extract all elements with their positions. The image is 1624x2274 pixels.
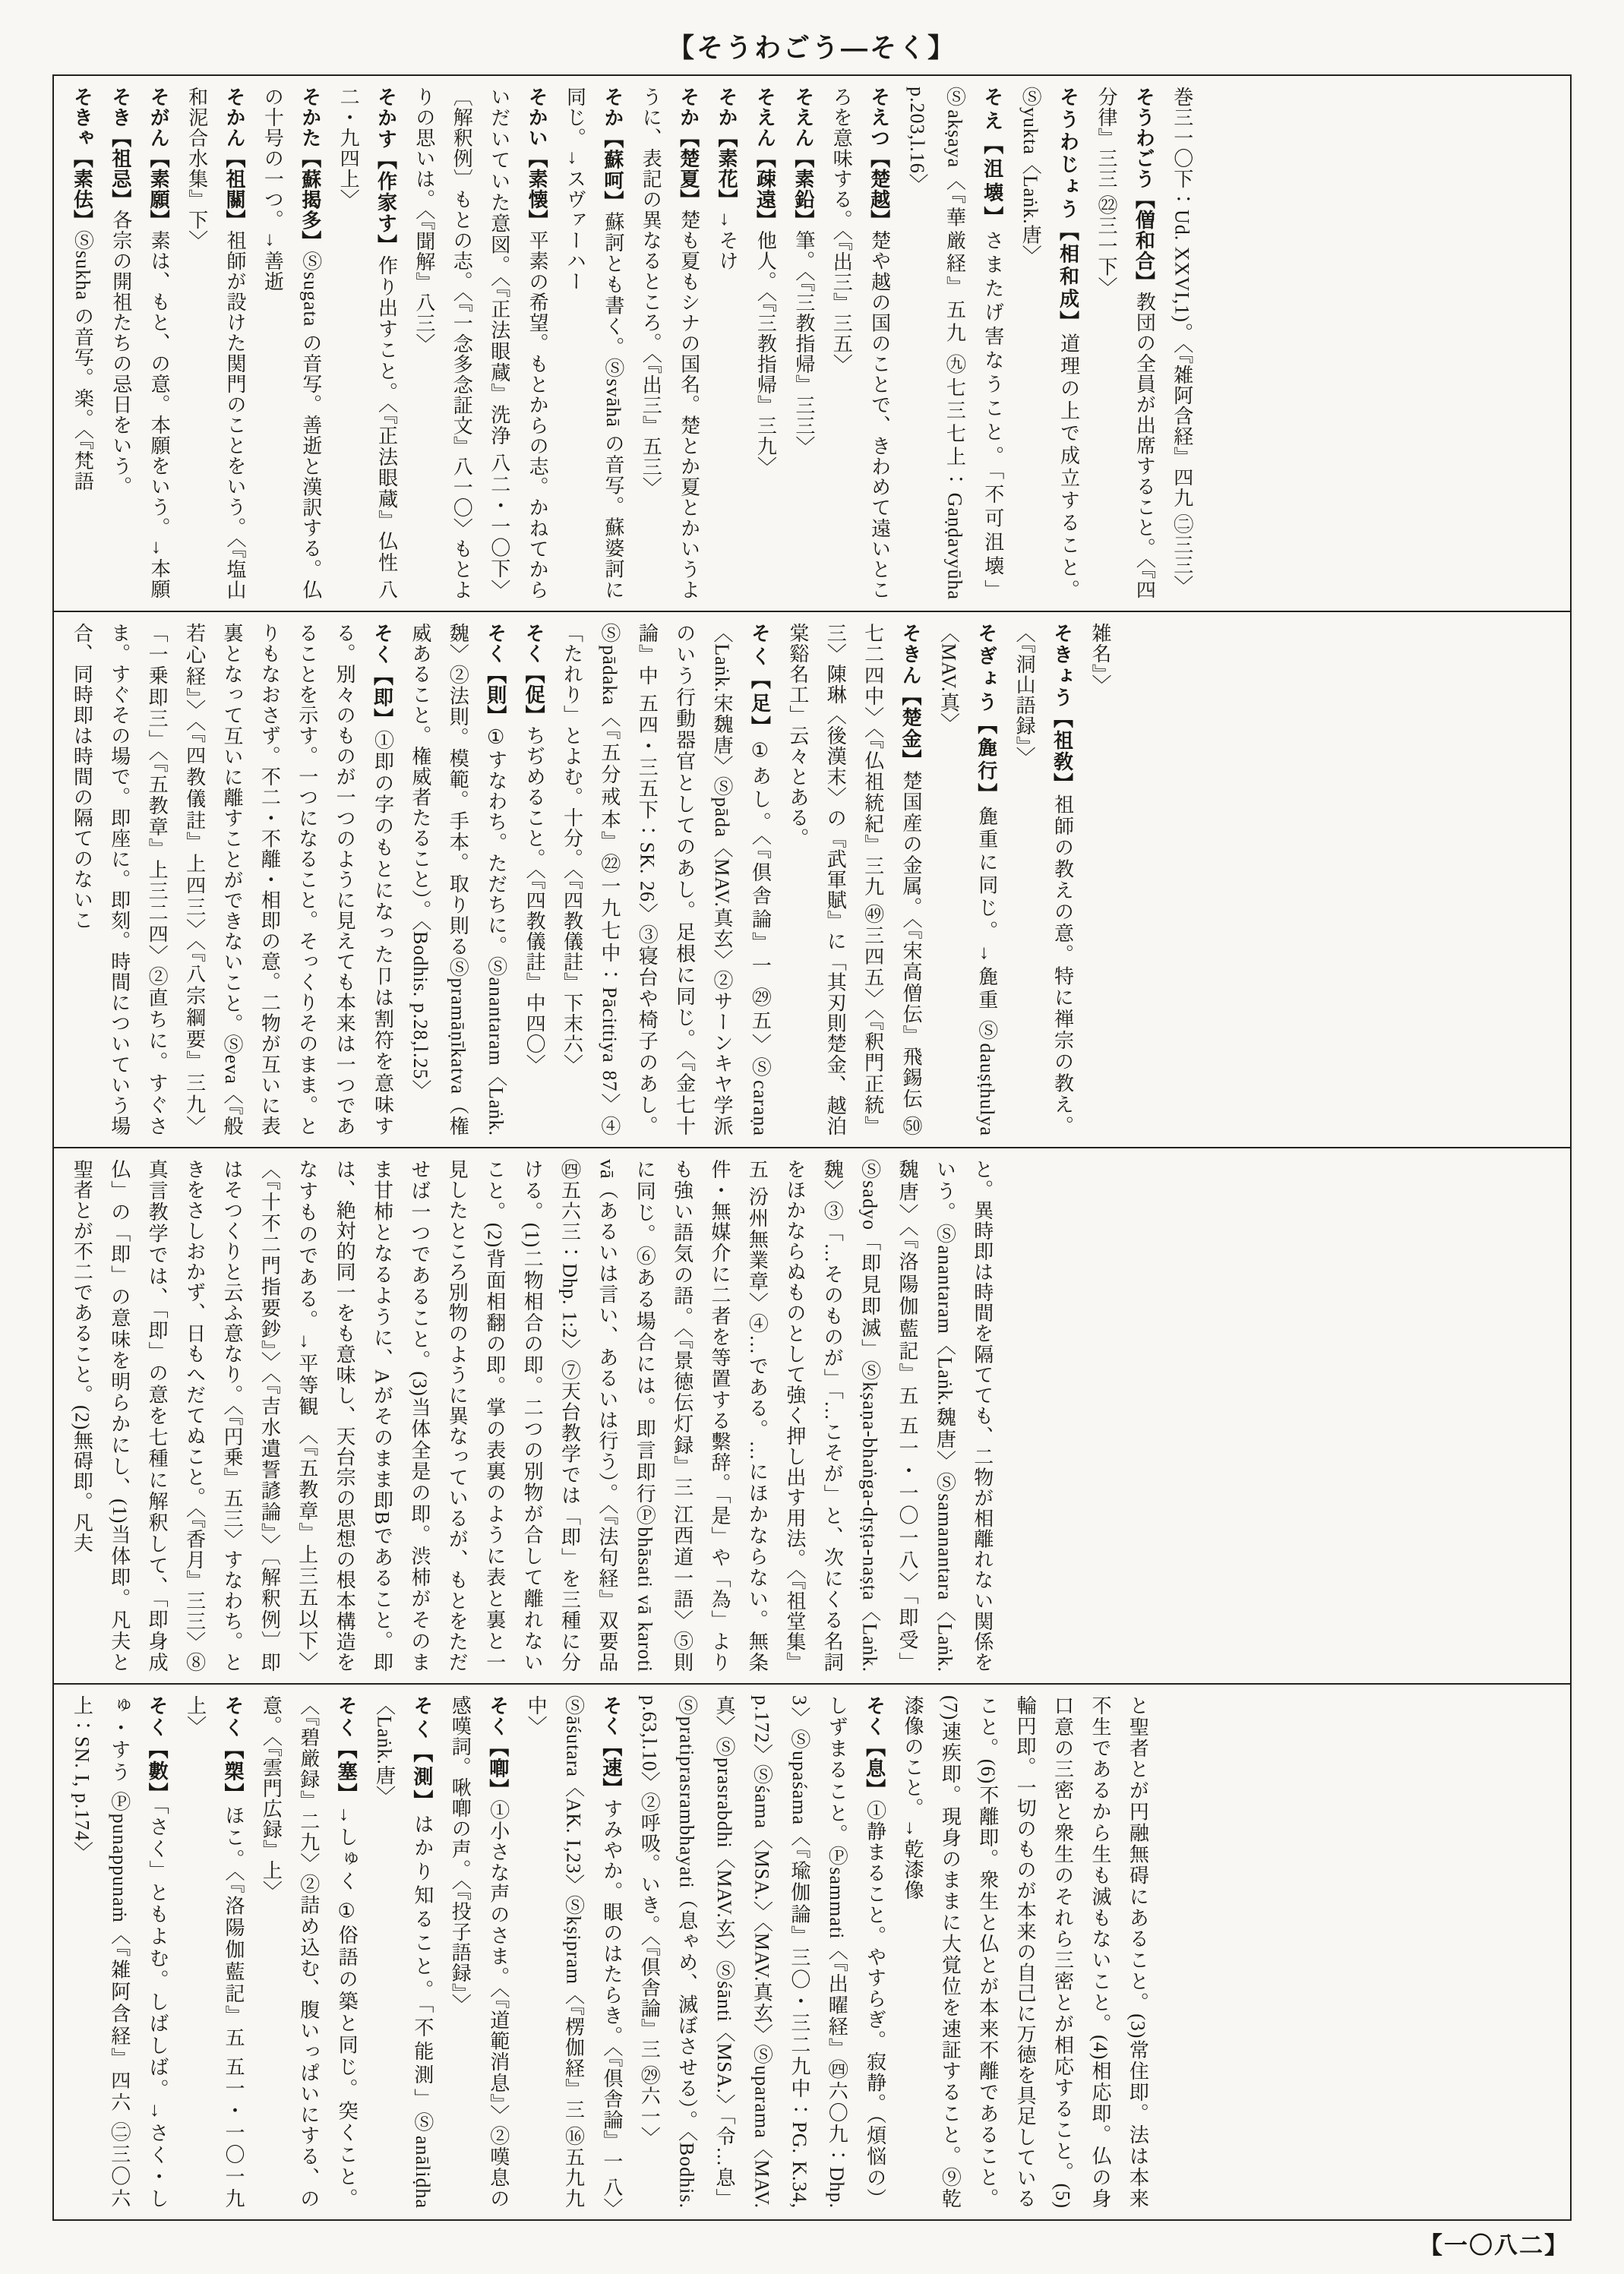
band-1-text: [63, 87, 1201, 600]
entry-body: 麁重に同じ。→麁重 Ⓢdauṣṭhulya〈MAV.真〉: [937, 623, 998, 1136]
entry-headword: そく【即】: [371, 623, 394, 731]
entry-body: Ⓢsugata の音写。善逝と漢訳する。仏の十号の一つ。→善逝: [261, 87, 322, 601]
band-2: [54, 612, 1570, 1148]
entry-body: すみやか。眼のはたらき。〈『倶舎論』一 八〉Ⓢāśutara〈AK. I,23〉Ⓢkṣipram〈『楞伽経』三 ⑯五九九中〉: [525, 1695, 623, 2209]
entry-body: 蘇訶とも書く。Ⓢsvāhā の音写。蘇婆訶に同じ。→スヴァーハー: [564, 87, 624, 600]
entry-body: と聖者とが円融無碍にあること。(3)常住即。法は本来不生であるから生も滅もないこと。(4)相応即。仏の身口意の三密と衆生のそれら三密とが相応すること。(5)輪円即。一切のものが本来の自己に万徳を具足していること。(6)不離即。衆生と仏とが本来不離であること。(7)速疾即。現身のままに大覚位を速証すること。⑨乾漆像のこと。→乾漆像: [901, 1695, 1149, 2209]
entry-headword: そく【喞】: [486, 1695, 510, 1800]
entry-body: 筆。〈『三教指帰』三三〉: [792, 230, 815, 456]
guide-words: 【そうわごう―そく】: [667, 33, 956, 63]
page-number: 【一〇八二】: [1419, 2232, 1569, 2259]
entry-body: 道理の上で成立すること。Ⓢyukta〈Laṅk.唐〉: [1019, 87, 1080, 600]
entry-body: 素は、もと、の意。本願をいう。→本願: [148, 230, 171, 599]
entry-headword: そえつ【楚越】: [867, 87, 891, 231]
entry-headword: そく【速】: [599, 1695, 623, 1799]
entry-headword: そえん【素鉛】: [791, 87, 815, 230]
entry-headword: そきん【楚金】: [899, 623, 922, 771]
entry-headword: そき【祖忌】: [109, 87, 132, 210]
entry-headword: そく【足】: [748, 623, 772, 740]
entry-body: 祖師が設けた関門のことをいう。〈『塩山和泥合水集』下〉: [185, 87, 246, 600]
entry-headword: そがん【素願】: [147, 87, 171, 230]
band-2-text: [63, 623, 1119, 1136]
entry-body: Ⓢsukha の音写。楽。〈『梵語: [71, 230, 94, 492]
entry-headword: そか【楚夏】: [677, 87, 700, 210]
entry-headword: そかた【蘇揭多】: [299, 87, 322, 251]
band-1: [54, 76, 1570, 612]
entry-body: 巻三一〇下：Ud. XXVI,1)。〈『雑阿含経』四九 ㊁三三〉: [1171, 87, 1193, 596]
page-frame: [52, 74, 1572, 2221]
entry-headword: そきょう【祖敎】: [1051, 623, 1074, 794]
entry-body: →しゅく ①俗語の築と同じ。突くこと。〈『碧厳録』二九〉②詰め込む、腹いっぱいにする、の意。〈『雲門広録』上〉: [260, 1695, 359, 2209]
entry-body: 楚や越の国のことで、きわめて遠いところを意味する。〈『出三』三五〉: [830, 87, 891, 601]
entry-headword: そく【塞】: [335, 1695, 359, 1805]
entry-body: 作り出すこと。〈『正法眼蔵』仏性 八二・九四上〉: [337, 87, 398, 601]
entry-headword: そうわじょう【相和成】: [1057, 87, 1080, 333]
entry-headword: そうわごう【僧和合】: [1133, 87, 1156, 292]
band-4: [54, 1685, 1570, 2219]
entry-headword: そきゃ【素佉】: [71, 87, 94, 230]
entry-headword: そく【則】: [484, 623, 507, 727]
entry-body: 楚国産の金属。〈『宋高僧伝』飛錫伝 ㊿七二四中〉〈『仏祖統紀』三九 ㊾三四五〉〈『釈門正統』三〉陳琳〈後漢末〉の『武軍賦』に「其刃則楚金、越泊棠谿名工」云々とある。: [786, 623, 922, 1137]
entry-body: ①小さな声のさま。〈『道範消息』〉②嘆息の感嘆詞。啾喞の声。〈『投子語録』〉: [449, 1695, 510, 2209]
entry-headword: そえん【疎遠】: [754, 87, 777, 230]
entry-body: ①あし。〈『倶舎論』一 ㉙五〉Ⓢcaraṇa〈Laṅk.宋魏唐〉Ⓢpāda〈MAV.真玄〉②サーンキヤ学派のいう行動器官としてのあし。足根に同じ。〈『金七十論』中 五四・三五下：SK. 26〉③寝台や椅子のあし。Ⓢpādaka〈『五分戒本』㉒一九七中：Pācittiya 87〉④「たれり」とよむ。十分。〈『四教儀註』下末六〉: [561, 623, 772, 1137]
entry-body: ①すなわち。ただちに。Ⓢanantaram〈Laṅk.魏〉②法則。模範。手本。取り則るⓈpramāṇīkatva（権威あること。権威者たること）。〈Bodhis. p.28,l.25〉: [409, 623, 507, 1137]
band-3-text: [63, 1159, 1001, 1672]
entry-body: 祖師の教えの意。特に禅宗の教え。〈『洞山語録』〉: [1013, 623, 1074, 1137]
entry-headword: そか【素花】: [716, 87, 739, 210]
entry-body: 雑名』〉: [1088, 623, 1111, 695]
entry-body: ①即の字のもとになった卩は割符を意味する。別々のものが一つのように見えても本来は一つであることを示す。一つになること。そっくりそのまま。とりもなおさず。不二・不離・相即の意。二物が互いに表裏となって互いに離すことができないこと。Ⓢeva〈『般若心経』〉〈『四教儀註』上四三〉〈『八宗綱要』三九〉「一乗即三」〈『五教章』上三二四〉②直ちに。すぐさま。すぐその場で。即座に。即刻。時間についていう場合、同時即は時間の隔てのないこ: [71, 623, 394, 1137]
entry-body: 他人。〈『三教指帰』三九〉: [754, 230, 777, 477]
entry-body: ほこ。〈『洛陽伽藍記』五 五一・一〇一九上〉: [184, 1695, 245, 2209]
entry-headword: そく【數】: [146, 1695, 169, 1805]
entry-body: 教団の全員が出席すること。〈『四分律』三三 ㉒三一下〉: [1095, 87, 1156, 600]
entry-headword: そく【槊】: [221, 1695, 245, 1805]
entry-body: はかり知ること。「不能測」Ⓢanāliḍha〈Laṅk.唐〉: [373, 1695, 434, 2209]
entry-headword: そかす【作家す】: [374, 87, 398, 256]
entry-body: ちぢめること。〈『四教儀註』中四〇〉: [523, 725, 546, 1075]
entry-headword: そく【息】: [863, 1695, 886, 1800]
entry-headword: そかん【祖關】: [223, 87, 246, 230]
band-4-text: [63, 1695, 1156, 2209]
entry-headword: そえ【沮壊】: [981, 87, 1004, 231]
band-3: [54, 1148, 1570, 1685]
entry-headword: そかい【素懐】: [526, 87, 549, 231]
entry-body: 各宗の開祖たちの忌日をいう。: [109, 210, 132, 497]
entry-body: ①静まること。やすらぎ。寂静。（煩悩の）しずまること。Ⓟsammati〈『出曜経』㊃六〇九：Dhp. 3〉Ⓢupaśama〈『瑜伽論』三〇・三二九中：PG. K.34, p.172〉Ⓢśama〈MSA.〉〈MAV.真玄〉Ⓢuparama〈MAV.真〉Ⓢprasrabdhi〈MAV.玄〉Ⓢśānti〈MSA.〉「令…息」Ⓢpratiprasrambhayati（息ゃめ、滅ぼさせる）。〈Bodhis. p.63,l.10〉②呼吸。いき。〈『倶舎論』三 ㉙六一〉: [638, 1695, 886, 2209]
entry-headword: そく【促】: [523, 623, 546, 725]
entry-body: さまたげ害なうこと。「不可沮壊」Ⓢakṣaya〈『華厳経』五九 ㊈七三七上：Gaṇḍavyūha p.203,l.16〉: [905, 87, 1004, 601]
entry-body: と。異時即は時間を隔てても、二物が相離れない関係をいう。Ⓢanantaram〈Laṅk.魏唐〉Ⓢsamanantara〈Laṅk.魏唐〉〈『洛陽伽藍記』五 五一・一〇一八〉「即受」Ⓢsadyo「即見即滅」Ⓢkṣaṇa-bhaṅga-dṛṣṭa-naṣṭa〈Laṅk.魏〉③「…そのものが」「…こそが」と、次にくる名詞をほかならぬものとして強く押し出す用法。〈『祖堂集』五 汾州無業章〉④…である。…にほかならない。無条件・無媒介に二者を等置する繫辞。「是」や「為」よりも強い語気の語。〈『景徳伝灯録』三 江西道一語〉⑤則に同じ。⑥ある場合には。即言即行Ⓟbhāsati vā karoti vā（あるいは言い、あるいは行う）。〈『法句経』双要品 ㊃五六三：Dhp. 1:2〉⑦天台教学では「即」を三種に分ける。(1)二物相合の即。二つの別物が合して離れないこと。(2)背面相翻の即。掌の表裏のように表と裏と一見したところ別物のように異なっているが、もとをただせば一つであること。(3)当体全是の即。渋柿がそのまま甘柿となるように、Aがそのまま即Bであること。即は、絶対的同一をも意味し、天台宗の思想の根本構造をなすものである。→平等観 〈『五教章』上三五以下〉〈『十不二門指要鈔』〉〈『吉水遺誓諺論』〉〔解釈例〕即はそつくりと云ふ意なり。〈『円乗』五三〉すなわち。ときをさしおかず、日もへだてぬこと。〈『香月』三三〉⑧真言教学では、「即」の意を七種に解釈して、「即身成仏」の「即」の意味を明らかにし、(1)当体即。凡夫と聖者とが不二であること。(2)無碍即。凡夫: [71, 1159, 994, 1673]
entry-headword: そく【測】: [410, 1695, 434, 1814]
entry-headword: そか【蘇呵】: [601, 87, 624, 212]
entry-body: 「さく」ともよむ。しばしば。→さく・しゅ・すう Ⓟpunappunaṁ〈『雑阿含経』四六 ㊁三〇六上：SN. I, p.174〉: [71, 1695, 169, 2209]
entry-body: 平素の希望。もとからの志。かねてからいだいていた意図。〈『正法眼蔵』洗浄 八二・一〇下〉〔解釈例〕もとの志。〈『一念多念証文』八一〇〉もとよりの思いは。〈『聞解』八三〉: [412, 87, 549, 601]
entry-body: →そけ: [716, 210, 739, 271]
entry-headword: そぎょう【麁行】: [975, 623, 998, 807]
entry-body: 楚も夏もシナの国名。楚とか夏とかいうように、表記の異なるところ。〈『出三』五三〉: [640, 87, 700, 601]
